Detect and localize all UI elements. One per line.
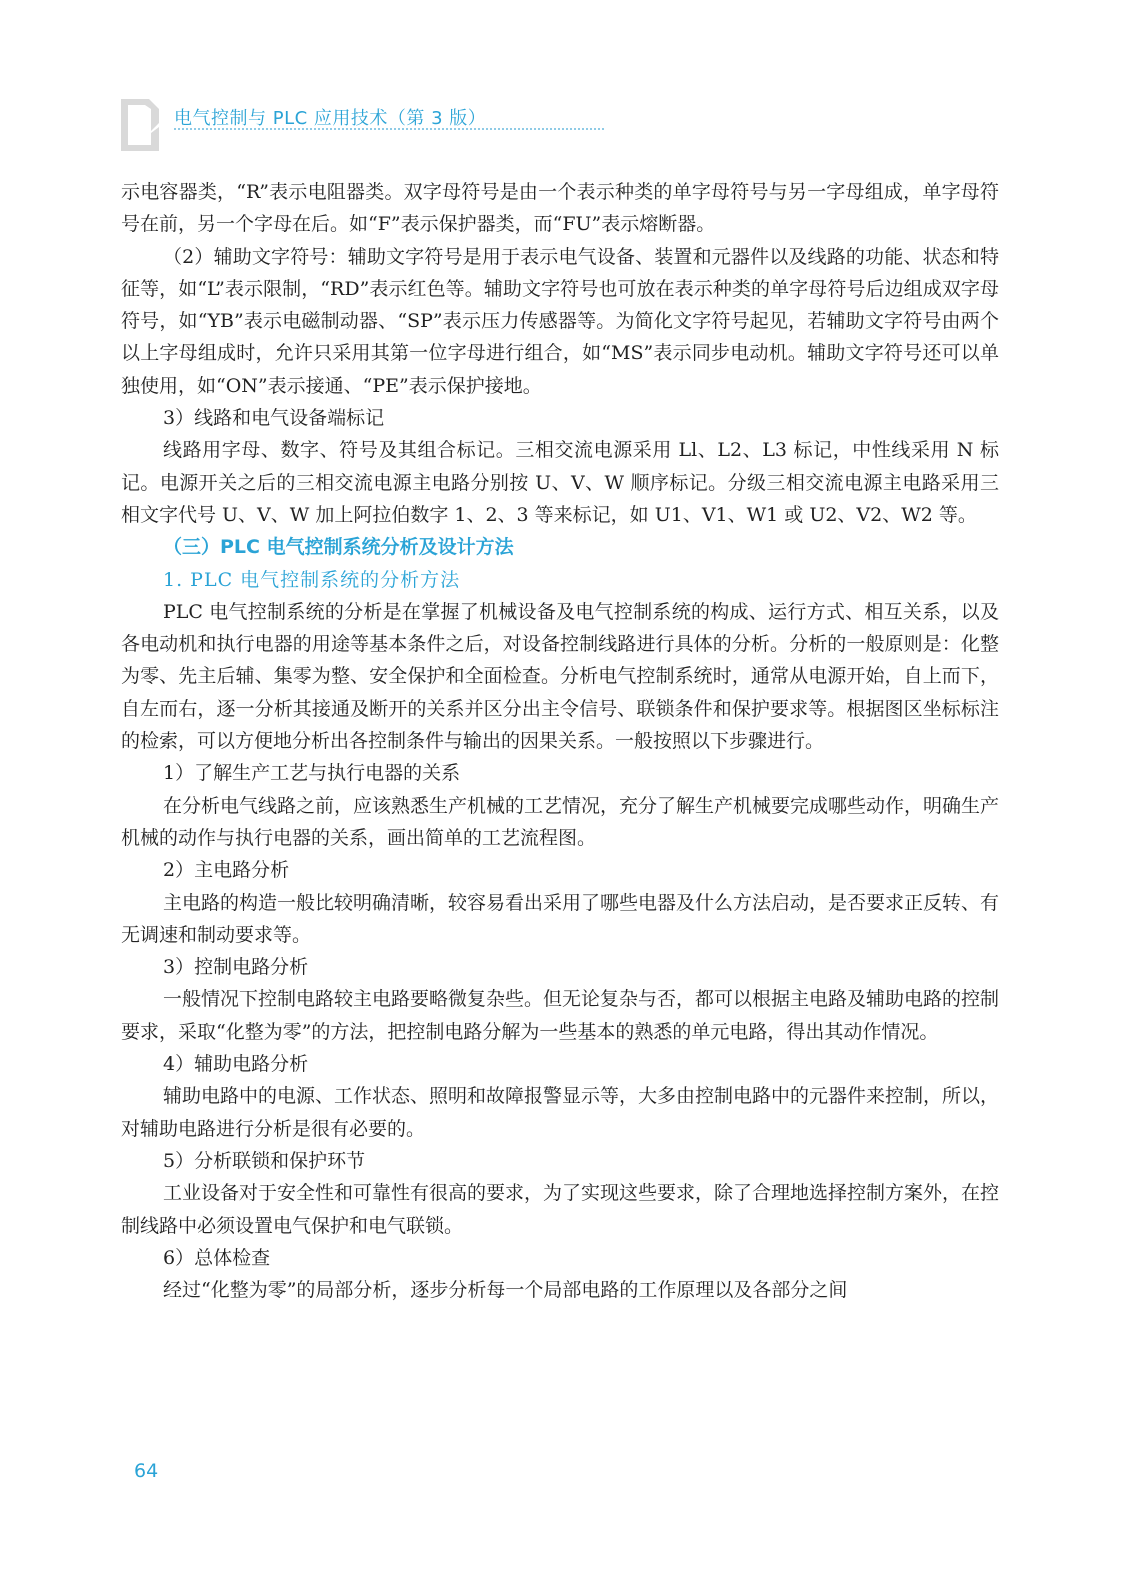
- item-terminal-marking: 3）线路和电气设备端标记: [163, 407, 385, 430]
- step-text-4: 辅助电路中的电源、工作状态、照明和故障报警显示等，大多由控制电路中的元器件来控制，所以，对辅助电路进行分析是很有必要的。: [121, 1085, 1000, 1140]
- step-text-6: 经过“化整为零”的局部分析，逐步分析每一个局部电路的工作原理以及各部分之间: [163, 1279, 848, 1302]
- step-text-3: 一般情况下控制电路较主电路要略微复杂些。但无论复杂与否，都可以根据主电路及辅助电路的控制要求，采取“化整为零”的方法，把控制电路分解为一些基本的熟悉的单元电路，得出其动作情况。: [121, 988, 1000, 1043]
- step-heading-5: 5）分析联锁和保护环节: [163, 1149, 366, 1172]
- page-number: 64: [134, 1460, 159, 1482]
- subsection-heading: 1. PLC 电气控制系统的分析方法: [163, 568, 461, 591]
- chapter-corner-mark-icon: [119, 97, 161, 153]
- paragraph-terminal-marking: 线路用字母、数字、符号及其组合标记。三相交流电源采用 Ll、L2、L3 标记，中性线采用 N 标记。电源开关之后的三相交流电源主电路分别按 U、V、W 顺序标记。分级三相交流电源主电路采用三相文字代号 U、V、W 加上阿拉伯数字 1、2、3 等来标记，如 U1、V1、W1 或 U2、V2、W2 等。: [121, 439, 999, 526]
- step-heading-3: 3）控制电路分析: [163, 956, 309, 979]
- section-heading: （三）PLC 电气控制系统分析及设计方法: [163, 536, 514, 559]
- step-text-1: 在分析电气线路之前，应该熟悉生产机械的工艺情况，充分了解生产机械要完成哪些动作，明确生产机械的动作与执行电器的关系，画出简单的工艺流程图。: [121, 794, 1000, 849]
- running-header: [119, 97, 549, 153]
- header-title: 电气控制与 PLC 应用技术（第 3 版）: [174, 108, 487, 129]
- step-text-5: 工业设备对于安全性和可靠性有很高的要求，为了实现这些要求，除了合理地选择控制方案外，在控制线路中必须设置电气保护和电气联锁。: [121, 1182, 1000, 1237]
- paragraph-analysis-intro: PLC 电气控制系统的分析是在掌握了机械设备及电气控制系统的构成、运行方式、相互关系，以及各电动机和执行电器的用途等基本条件之后，对设备控制线路进行具体的分析。分析的一般原则是：化整为零、先主后辅、集零为整、安全保护和全面检查。分析电气控制系统时，通常从电源开始，自上而下，自左而右，逐一分析其接通及断开的关系并区分出主令信号、联锁条件和保护要求等。根据图区坐标标注的检索，可以方便地分析出各控制条件与输出的因果关系。一般按照以下步骤进行。: [121, 600, 999, 753]
- step-heading-4: 4）辅助电路分析: [163, 1053, 309, 1076]
- paragraph-auxiliary-symbols: （2）辅助文字符号：辅助文字符号是用于表示电气设备、装置和元器件以及线路的功能、状态和特征等，如“L”表示限制，“RD”表示红色等。辅助文字符号也可放在表示种类的单字母符号后边组成双字母符号，如“YB”表示电磁制动器、“SP”表示压力传感器等。为简化文字符号起见，若辅助文字符号由两个以上字母组成时，允许只采用其第一位字母进行组合，如“MS”表示同步电动机。辅助文字符号还可以单独使用，如“ON”表示接通、“PE”表示保护接地。: [121, 245, 999, 397]
- step-heading-1: 1）了解生产工艺与执行电器的关系: [163, 762, 461, 785]
- step-heading-2: 2）主电路分析: [163, 859, 290, 882]
- header-dotted-rule: [174, 128, 604, 130]
- paragraph-single-letter-symbols: 示电容器类，“R”表示电阻器类。双字母符号是由一个表示种类的单字母符号与另一字母组成，单字母符号在前，另一个字母在后。如“F”表示保护器类，而“FU”表示熔断器。: [121, 181, 999, 236]
- step-text-2: 主电路的构造一般比较明确清晰，较容易看出采用了哪些电器及什么方法启动，是否要求正反转、有无调速和制动要求等。: [121, 891, 1000, 946]
- step-heading-6: 6）总体检查: [163, 1246, 271, 1269]
- page-body: [121, 176, 999, 1306]
